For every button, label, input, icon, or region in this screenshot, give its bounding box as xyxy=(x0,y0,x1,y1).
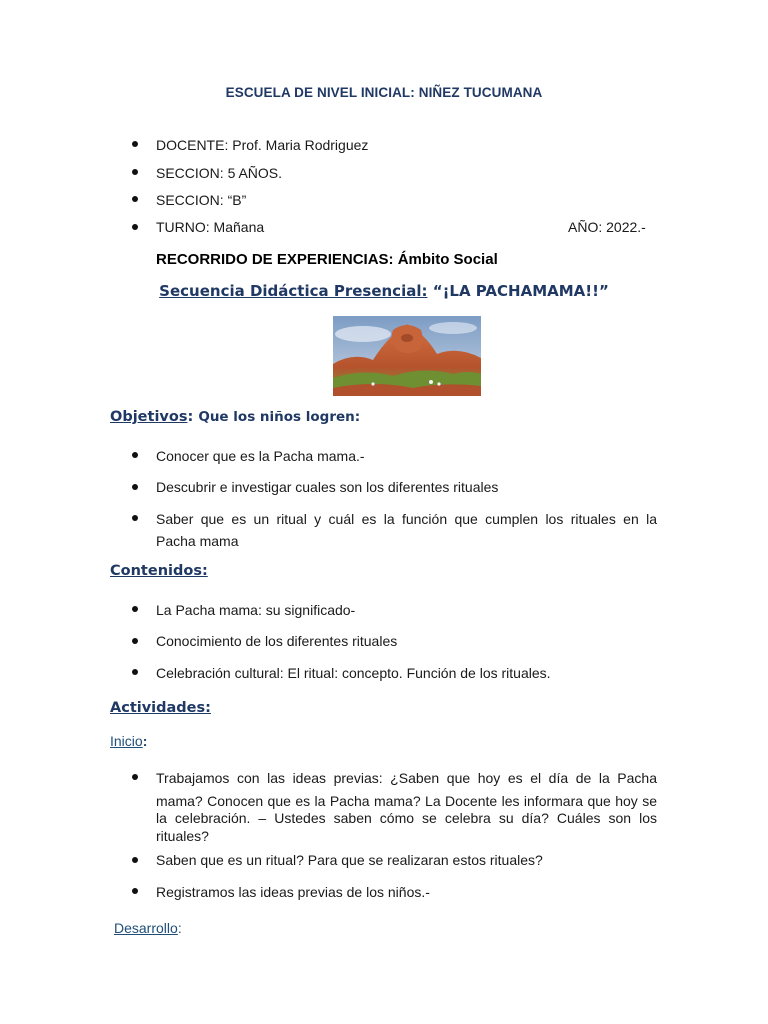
bullet-icon xyxy=(132,888,138,894)
recorrido-heading xyxy=(156,251,498,268)
school-title: ESCUELA DE NIVEL INICIAL: NIÑEZ TUCUMANA xyxy=(225,85,543,100)
actividad-item-continuation: la celebración. – Ustedes saben cómo se celebra su día? Cuáles son los xyxy=(156,810,657,826)
objetivo-item-continuation: Pacha mama xyxy=(156,533,239,549)
contenido-item: Celebración cultural: El ritual: concepto. Función de los rituales. xyxy=(156,665,551,681)
actividad-item: Trabajamos con las ideas previas: ¿Saben que hoy es el día de la Pacha xyxy=(156,770,657,786)
contenido-item: Conocimiento de los diferentes rituales xyxy=(156,633,398,649)
recorrido-value: Ámbito Social xyxy=(397,251,498,268)
actividad-item-continuation: mama? Conocen que es la Pacha mama? La Docente les informara que hoy se xyxy=(156,793,657,809)
bullet-icon xyxy=(132,224,138,230)
bullet-icon xyxy=(132,774,138,780)
desarrollo-label: Desarrollo xyxy=(114,920,178,936)
info-section-age: SECCION: 5 AÑOS. xyxy=(156,165,283,181)
bullet-icon xyxy=(132,606,138,612)
objetivo-item: Saber que es un ritual y cuál es la función que cumplen los rituales en la xyxy=(156,511,657,527)
objetivos-colon: : xyxy=(187,409,194,425)
bullet-icon xyxy=(132,169,138,175)
contenido-item: La Pacha mama: su significado- xyxy=(156,602,356,618)
actividad-item-continuation: rituales? xyxy=(156,828,209,844)
objetivos-label: Objetivos xyxy=(110,409,188,425)
bullet-icon xyxy=(132,452,138,458)
secuencia-value: “¡LA PACHAMAMA!!” xyxy=(432,282,609,300)
bullet-icon xyxy=(132,515,138,521)
bullet-icon xyxy=(132,141,138,147)
inicio-colon: : xyxy=(142,733,148,749)
contenidos-heading: Contenidos: xyxy=(110,563,208,579)
objetivo-item: Descubrir e investigar cuales son los diferentes rituales xyxy=(156,479,499,495)
objetivo-item: Conocer que es la Pacha mama.- xyxy=(156,448,365,464)
info-section-letter: SECCION: “B” xyxy=(156,192,247,208)
info-year: AÑO: 2022.- xyxy=(568,219,646,235)
secuencia-heading xyxy=(0,282,768,300)
bullet-icon xyxy=(132,857,138,863)
inicio-label: Inicio xyxy=(110,733,143,749)
desarrollo-colon: : xyxy=(177,920,182,936)
pachamama-mountain-illustration xyxy=(333,316,481,396)
inicio-heading xyxy=(110,733,147,749)
info-shift: TURNO: Mañana xyxy=(156,219,265,235)
secuencia-label: Secuencia Didáctica Presencial: xyxy=(159,282,428,300)
actividad-item: Saben que es un ritual? Para que se realizaran estos rituales? xyxy=(156,852,543,868)
objetivos-intro: Que los niños logren: xyxy=(198,409,361,425)
bullet-icon xyxy=(132,484,138,490)
objetivos-heading xyxy=(110,409,360,425)
actividad-item: Registramos las ideas previas de los niños.- xyxy=(156,884,430,900)
actividades-heading: Actividades: xyxy=(110,700,211,716)
bullet-icon xyxy=(132,196,138,202)
info-teacher: DOCENTE: Prof. Maria Rodriguez xyxy=(156,137,369,153)
bullet-icon xyxy=(132,638,138,644)
recorrido-label: RECORRIDO DE EXPERIENCIAS: xyxy=(156,251,394,268)
desarrollo-heading xyxy=(114,920,182,936)
bullet-icon xyxy=(132,669,138,675)
